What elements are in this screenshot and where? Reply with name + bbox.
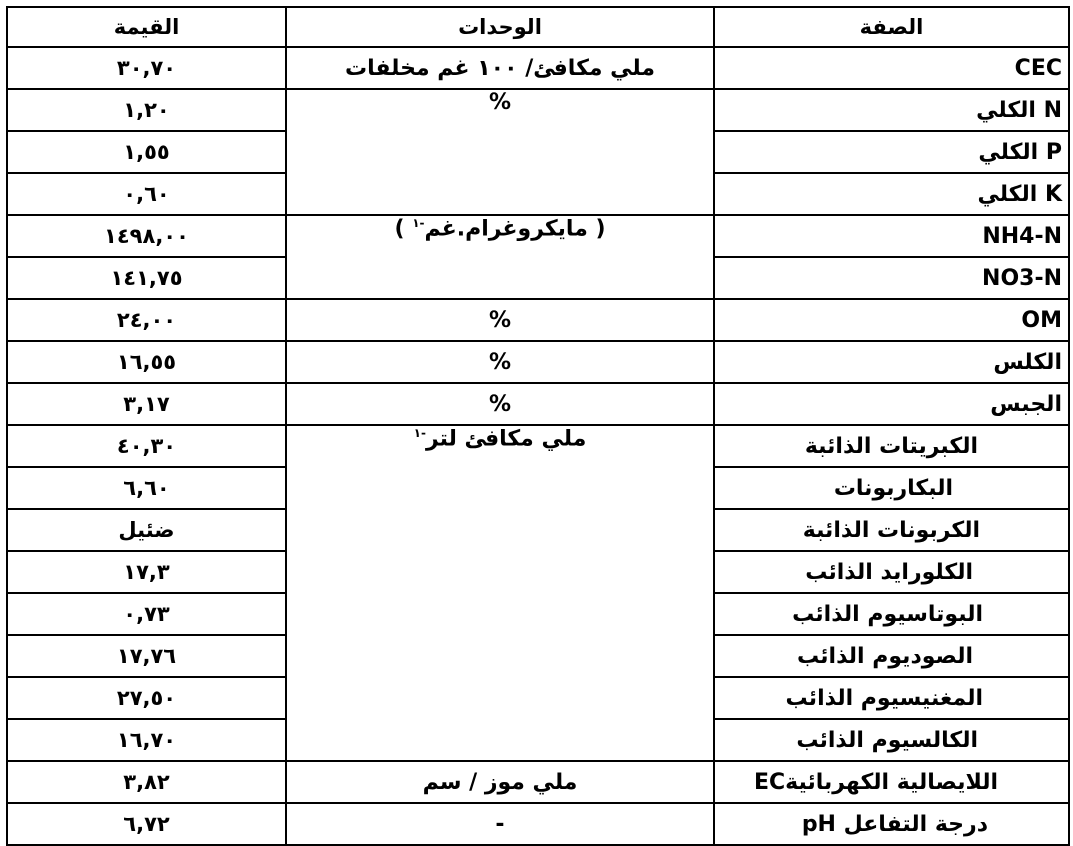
soil-properties-table bbox=[6, 6, 1070, 846]
header-property: الصفة bbox=[714, 7, 1069, 47]
value-cell: ١٤٩٨,٠٠ bbox=[7, 215, 286, 257]
table-row bbox=[7, 761, 1069, 803]
table-row bbox=[7, 425, 1069, 467]
property-cell: الكربونات الذائبة bbox=[714, 509, 1069, 551]
value-cell: ٣,٨٢ bbox=[7, 761, 286, 803]
table-row bbox=[7, 299, 1069, 341]
value-cell: ٠,٧٣ bbox=[7, 593, 286, 635]
units-cell: ملي مكافئ/ ١٠٠ غم مخلفات bbox=[286, 47, 714, 89]
table-row bbox=[7, 803, 1069, 845]
table-row bbox=[7, 47, 1069, 89]
table-row bbox=[7, 383, 1069, 425]
table-row bbox=[7, 215, 1069, 257]
units-exponent: -١ bbox=[413, 426, 426, 440]
units-cell bbox=[286, 215, 714, 299]
property-cell: OM bbox=[714, 299, 1069, 341]
value-cell: ضئيل bbox=[7, 509, 286, 551]
units-cell: % bbox=[286, 383, 714, 425]
value-cell: ١,٥٥ bbox=[7, 131, 286, 173]
value-cell: ٤٠,٣٠ bbox=[7, 425, 286, 467]
value-cell: ٠,٦٠ bbox=[7, 173, 286, 215]
value-cell: ٣,١٧ bbox=[7, 383, 286, 425]
table-row bbox=[7, 89, 1069, 131]
value-cell: ١٦,٧٠ bbox=[7, 719, 286, 761]
property-cell: اللايصالية الكهربائيةEC bbox=[714, 761, 1069, 803]
units-text: ملي مكافئ لتر bbox=[425, 426, 587, 452]
units-cell bbox=[286, 425, 714, 761]
property-cell: الصوديوم الذائب bbox=[714, 635, 1069, 677]
value-cell: ١٧,٣ bbox=[7, 551, 286, 593]
value-cell: ٦,٧٢ bbox=[7, 803, 286, 845]
table-row bbox=[7, 341, 1069, 383]
units-exponent: -١ bbox=[412, 216, 425, 230]
units-cell: % bbox=[286, 89, 714, 215]
value-cell: ٢٤,٠٠ bbox=[7, 299, 286, 341]
property-cell: الجبس bbox=[714, 383, 1069, 425]
property-cell: الكالسيوم الذائب bbox=[714, 719, 1069, 761]
header-units: الوحدات bbox=[286, 7, 714, 47]
table-header-row bbox=[7, 7, 1069, 47]
property-cell: P الكلي bbox=[714, 131, 1069, 173]
units-cell: - bbox=[286, 803, 714, 845]
value-cell: ٦,٦٠ bbox=[7, 467, 286, 509]
units-cell: % bbox=[286, 299, 714, 341]
property-cell: البكاربونات bbox=[714, 467, 1069, 509]
property-cell: المغنيسيوم الذائب bbox=[714, 677, 1069, 719]
property-cell: الكلس bbox=[714, 341, 1069, 383]
property-cell: K الكلي bbox=[714, 173, 1069, 215]
units-text: ( مايكروغرام.غم bbox=[424, 216, 606, 242]
property-cell: الكلورايد الذائب bbox=[714, 551, 1069, 593]
property-cell: الكبريتات الذائبة bbox=[714, 425, 1069, 467]
property-cell: NO3-N bbox=[714, 257, 1069, 299]
property-cell: البوتاسيوم الذائب bbox=[714, 593, 1069, 635]
value-cell: ٣٠,٧٠ bbox=[7, 47, 286, 89]
property-cell: NH4-N bbox=[714, 215, 1069, 257]
value-cell: ٢٧,٥٠ bbox=[7, 677, 286, 719]
property-cell: CEC bbox=[714, 47, 1069, 89]
value-cell: ١,٢٠ bbox=[7, 89, 286, 131]
units-cell: % bbox=[286, 341, 714, 383]
property-cell: درجة التفاعل pH bbox=[714, 803, 1069, 845]
value-cell: ١٧,٧٦ bbox=[7, 635, 286, 677]
units-paren: ) bbox=[394, 216, 405, 242]
value-cell: ١٦,٥٥ bbox=[7, 341, 286, 383]
units-cell: ملي موز / سم bbox=[286, 761, 714, 803]
value-cell: ١٤١,٧٥ bbox=[7, 257, 286, 299]
property-cell: N الكلي bbox=[714, 89, 1069, 131]
header-value: القيمة bbox=[7, 7, 286, 47]
